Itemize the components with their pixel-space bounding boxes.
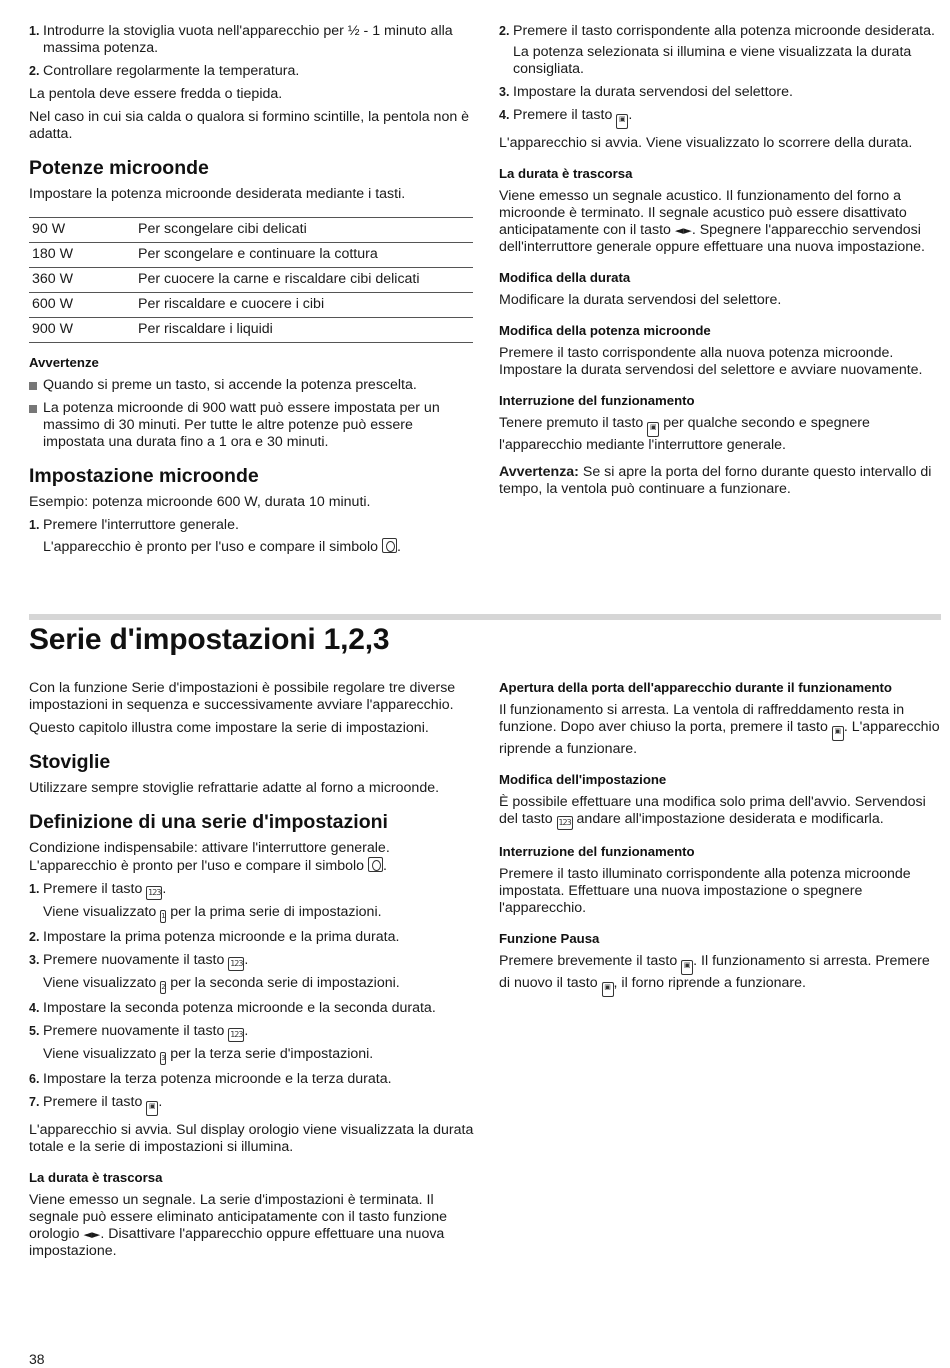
top-left-column: [29, 23, 475, 562]
power-desc: Per riscaldare i liquidi: [135, 318, 473, 343]
heading-durata-trascorsa: La durata è trascorsa: [499, 166, 633, 181]
bullet-square-icon: [29, 405, 37, 413]
power-watt: 180 W: [29, 243, 135, 268]
series-key-icon: 123: [557, 816, 573, 830]
potenze-intro: Impostare la potenza microonde desiderata mediante i tasti.: [29, 186, 406, 202]
heading-avvertenze: Avvertenze: [29, 355, 99, 370]
series-key-icon: 123: [228, 957, 244, 971]
serie-durata-text: Viene emesso un segnale. La serie d'impostazioni è terminata. Il segnale può essere eliminato anticipatamente con il tasto funzione orologio ◄►. Disattivare l'apparecchio oppure effettuare una nuova impostazione.: [29, 1192, 448, 1259]
step-4-press-start: 4. Premere il tasto ▣ .: [499, 107, 941, 129]
heading-serie-durata-trascorsa: La durata è trascorsa: [29, 1170, 163, 1185]
interruzione-text: Tenere premuto il tasto ▣ per qualche secondo e spegnere l'apparecchio mediante l'interruttore generale.: [499, 415, 870, 453]
series-key-icon: 123: [228, 1028, 244, 1042]
list-item: Quando si preme un tasto, si accende la potenza prescelta.: [29, 377, 475, 394]
arrows-key-icon: ◄►: [674, 224, 692, 237]
paragraph-pan-cool: La pentola deve essere fredda o tiepida.: [29, 86, 283, 102]
step-2-press-power-key: 2. Premere il tasto corrispondente alla potenza microonde desiderata. La potenza selezionata si illumina e viene visualizzata la durata consigliata.: [499, 23, 935, 77]
list-item: La potenza microonde di 900 watt può essere impostata per un massimo di 30 minuti. Per tutte le altre potenze può essere impostata una durata fino a 1 ora e 30 minuti.: [29, 400, 475, 451]
series-key-icon: 123: [146, 886, 162, 900]
heading-modifica-impostazione: Modifica dell'impostazione: [499, 772, 667, 787]
serie-interruzione-text: Premere il tasto illuminato corrispondente alla potenza microonde impostata. Effettuare una nuova impostazione o spegnere l'apparecchio.: [499, 866, 911, 916]
section-title: Serie d'impostazioni 1,2,3: [29, 623, 390, 656]
heading-apertura-porta: Apertura della porta dell'apparecchio durante il funzionamento: [499, 680, 892, 695]
heading-serie-interruzione: Interruzione del funzionamento: [499, 844, 695, 859]
step-2-check-temperature: 2. Controllare regolarmente la temperatura.: [29, 63, 300, 79]
power-desc: Per scongelare cibi delicati: [135, 218, 473, 243]
step-1-main-switch: 1. Premere l'interruttore generale. L'apparecchio è pronto per l'uso e compare il simbolo .: [29, 517, 401, 555]
power-desc: Per cuocere la carne e riscaldare cibi delicati: [135, 268, 473, 293]
apertura-text: Il funzionamento si arresta. La ventola di raffreddamento resta in funzione. Dopo aver chiuso la porta, premere il tasto ▣ . L'apparecchio riprende a funzionare.: [499, 702, 940, 757]
power-on-symbol-icon: [382, 538, 397, 553]
start-stop-key-icon: ▣: [616, 114, 628, 129]
power-desc: Per riscaldare e cuocere i cibi: [135, 293, 473, 318]
heading-modifica-potenza: Modifica della potenza microonde: [499, 323, 711, 338]
start-stop-key-icon: ▣: [681, 960, 693, 975]
arrows-key-icon: ◄►: [83, 1228, 101, 1241]
top-right-column: [499, 23, 941, 504]
step-1-empty-dish: 1. Introdurre la stoviglia vuota nell'apparecchio per ½ - 1 minuto alla massima potenza.: [29, 23, 453, 56]
heading-impostazione-microonde: Impostazione microonde: [29, 465, 259, 487]
funzione-pausa-text: Premere brevemente il tasto ▣ . Il funzionamento si arresta. Premere di nuovo il tasto ▣ , il forno riprende a funzionare.: [499, 953, 941, 997]
heading-modifica-durata: Modifica della durata: [499, 270, 631, 285]
table-row: [29, 318, 473, 343]
segment-1-icon: 1: [160, 910, 166, 923]
impostazione-example: Esempio: potenza microonde 600 W, durata 10 minuti.: [29, 494, 371, 510]
start-stop-key-icon: ▣: [146, 1101, 158, 1116]
heading-stoviglie: Stoviglie: [29, 751, 111, 773]
modifica-impostazione-text: È possibile effettuare una modifica solo prima dell'avvio. Servendosi del tasto 123 andare all'impostazione desiderata e modificarla.: [499, 794, 941, 830]
segment-3-icon: 3: [160, 1052, 166, 1065]
power-table: [29, 217, 473, 343]
step-3-set-duration: 3. Impostare la durata servendosi del selettore.: [499, 84, 793, 100]
stoviglie-text: Utilizzare sempre stoviglie refrattarie adatte al forno a microonde.: [29, 780, 440, 796]
serie-step-5: 5. Premere nuovamente il tasto 123 . Viene visualizzato 3 per la terza serie d'impostazioni.: [29, 1023, 475, 1065]
paragraph-appliance-starts: L'apparecchio si avvia. Viene visualizzato lo scorrere della durata.: [499, 135, 913, 151]
table-row: [29, 293, 473, 318]
heading-potenze-microonde: Potenze microonde: [29, 157, 209, 179]
bottom-left-column: [29, 680, 475, 1266]
modifica-potenza-text: Premere il tasto corrispondente alla nuova potenza microonde. Impostare la durata servendosi del selettore e avviare nuovamente.: [499, 345, 923, 378]
start-stop-key-icon: ▣: [832, 726, 844, 741]
power-watt: 90 W: [29, 218, 135, 243]
start-stop-key-icon: ▣: [647, 422, 659, 437]
heading-definizione: Definizione di una serie d'impostazioni: [29, 811, 388, 833]
durata-text: Viene emesso un segnale acustico. Il funzionamento del forno a microonde è terminato. Il segnale acustico può essere disattivato anticipatamente con il tasto ◄►. Spegnere l'apparecchio servendosi dell'interruttore generale oppure effettuare una nuova impostazione.: [499, 188, 925, 255]
table-row: [29, 243, 473, 268]
serie-step-6: 6. Impostare la terza potenza microonde e la terza durata.: [29, 1071, 392, 1087]
serie-intro-2: Questo capitolo illustra come impostare la serie di impostazioni.: [29, 720, 429, 736]
serie-step-4: 4. Impostare la seconda potenza microonde e la seconda durata.: [29, 1000, 436, 1016]
serie-intro-1: Con la funzione Serie d'impostazioni è possibile regolare tre diverse impostazioni in sequenza e successivamente avviare l'apparecchio.: [29, 680, 456, 713]
serie-step-7: 7. Premere il tasto ▣ .: [29, 1094, 475, 1116]
bottom-right-column: [499, 680, 941, 1003]
paragraph-pan-unsuitable: Nel caso in cui sia calda o qualora si formino scintille, la pentola non è adatta.: [29, 109, 470, 142]
start-stop-key-icon: ▣: [602, 982, 614, 997]
power-on-symbol-icon: [368, 857, 383, 872]
heading-interruzione: Interruzione del funzionamento: [499, 393, 695, 408]
table-row: [29, 218, 473, 243]
avvertenza-note: Avvertenza: Se si apre la porta del forno durante questo intervallo di tempo, la ventola può continuare a funzionare.: [499, 464, 932, 497]
serie-after-start: L'apparecchio si avvia. Sul display orologio viene visualizzata la durata totale e la serie di impostazioni si illumina.: [29, 1122, 474, 1155]
power-watt: 360 W: [29, 268, 135, 293]
serie-step-3: 3. Premere nuovamente il tasto 123 . Viene visualizzato 2 per la seconda serie di impostazioni.: [29, 952, 475, 994]
segment-2-icon: 2: [160, 981, 166, 994]
table-row: [29, 268, 473, 293]
power-desc: Per scongelare e continuare la cottura: [135, 243, 473, 268]
serie-step-2: 2. Impostare la prima potenza microonde e la prima durata.: [29, 929, 400, 945]
modifica-durata-text: Modificare la durata servendosi del selettore.: [499, 292, 782, 308]
page-number: 38: [29, 1351, 45, 1367]
power-watt: 900 W: [29, 318, 135, 343]
heading-funzione-pausa: Funzione Pausa: [499, 931, 600, 946]
section-divider: [29, 614, 941, 620]
definizione-condition: Condizione indispensabile: attivare l'interruttore generale. L'apparecchio è pronto per l'uso e compare il simbolo .: [29, 840, 390, 874]
serie-step-1: 1. Premere il tasto 123 . Viene visualizzato 1 per la prima serie di impostazioni.: [29, 881, 475, 923]
power-watt: 600 W: [29, 293, 135, 318]
bullet-square-icon: [29, 382, 37, 390]
